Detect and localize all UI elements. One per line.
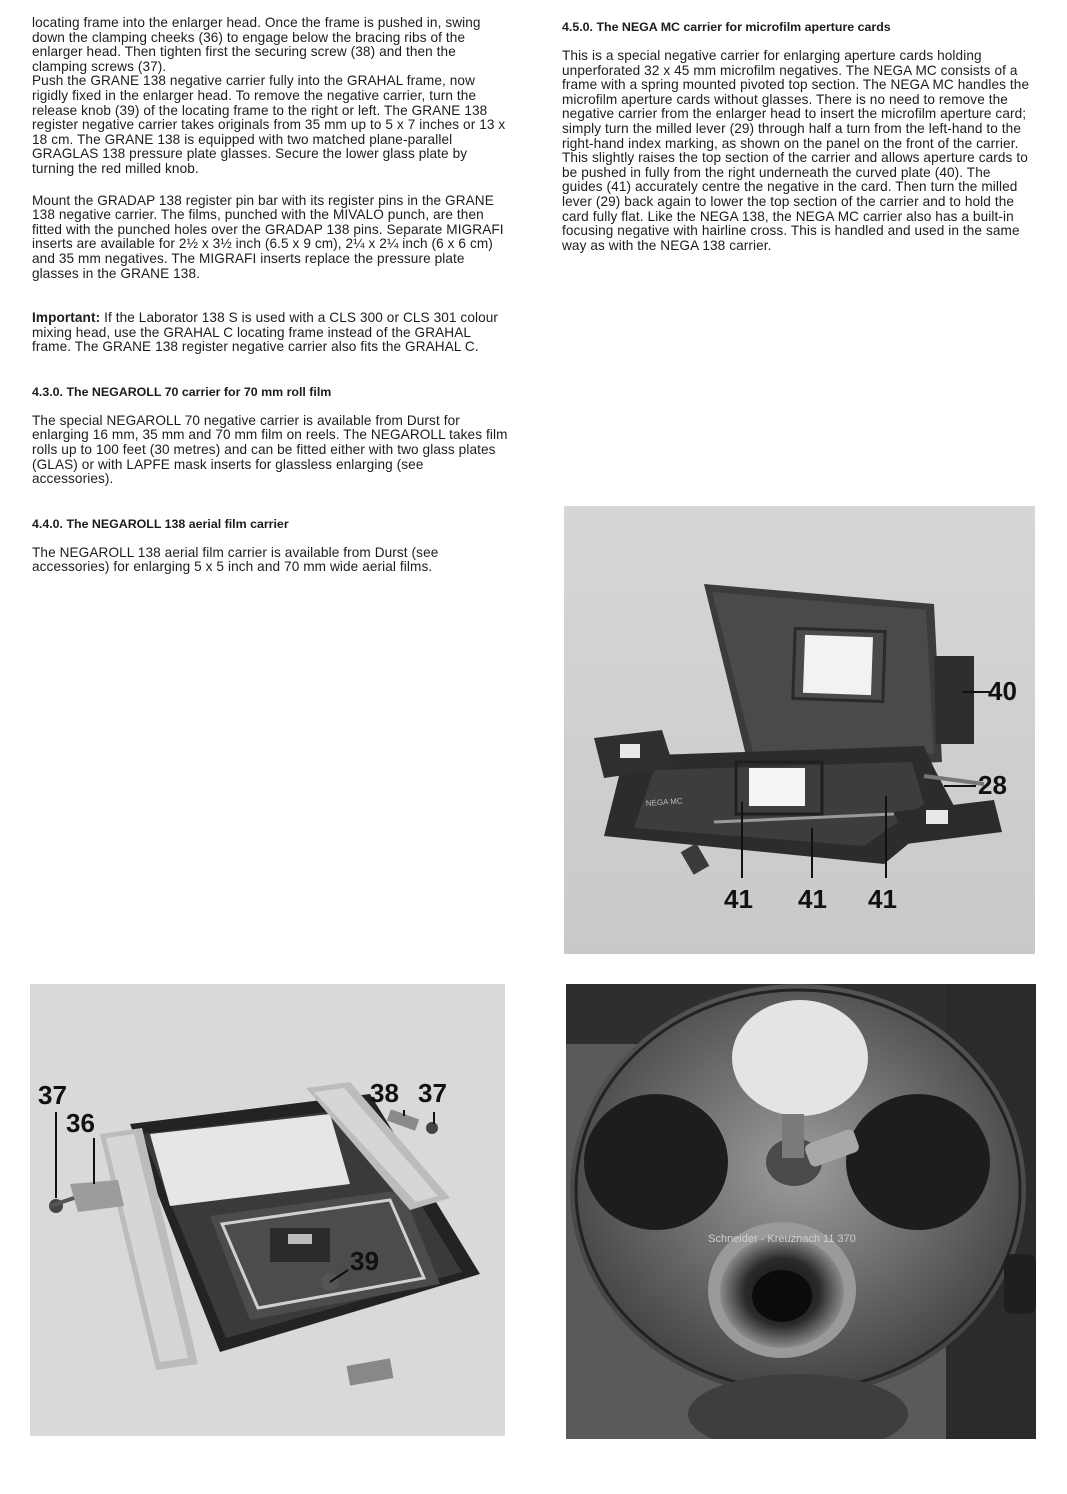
- left-text-column: [32, 16, 508, 592]
- callout-28: 28: [978, 770, 1007, 800]
- paragraph-nega-mc: This is a special negative carrier for enlarging aperture cards holding unperforated 32 x 45 mm microfilm negatives. The NEGA MC consists of a frame with a spring mounted pivoted top section. The NEGA MC handles the microfilm aperture cards without glasses. There is no need to remove the negative carrier from the enlarger head to insert the microfilm aperture card; simply turn the milled lever (29) through half a turn from the left-hand to the right-hand index marking, as shown on the panel on the front of the carrier. This slightly raises the top section of the carrier and allows aperture cards to be pushed in fully from the right underneath the curved plate (40). The guides (41) accurately centre the negative in the card. Then turn the milled lever (29) back again to lower the top section of the carrier and to hold the card fully flat. Like the NEGA 138, the NEGA MC carrier also has a built-in focusing negative with hairline cross. This is handled and used in the same way as with the NEGA 138 carrier.: [562, 48, 1030, 253]
- filter-turret-illustration: [566, 984, 1036, 1439]
- grahal-frame-illustration: [30, 984, 505, 1436]
- paragraph-important: [32, 311, 508, 355]
- grahal-frame-photo: [30, 984, 505, 1436]
- callout-41-left: 41: [724, 884, 753, 914]
- lens-engraving: Schneider - Kreuznach 11 370: [708, 1233, 856, 1245]
- callout-41-right: 41: [868, 884, 897, 914]
- callout-38: 38: [370, 1078, 399, 1108]
- nega-mc-carrier-photo: [564, 506, 1035, 954]
- right-text-column: [562, 20, 1032, 270]
- paragraph-grane-138: Push the GRANE 138 negative carrier fully into the GRAHAL frame, now rigidly fixed in the enlarger head. To remove the negative carrier, turn the release knob (39) of the locating frame to the right or left. The GRANE 138 register negative carrier takes originals from 35 mm up to 5 x 7 inches or 13 x 18 cm. The GRANE 138 is equipped with two matched plane-parallel GRAGLAS 138 pressure plate glasses. Secure the lower glass plate by turning the red milled knob.: [32, 73, 506, 176]
- paragraph-negaroll-70: The special NEGAROLL 70 negative carrier is available from Durst for enlarging 16 mm, 35 mm and 70 mm film on reels. The NEGAROLL takes film rolls up to 100 feet (30 metres) and can be fitted either with two glass plates (GLAS) or with LAPFE mask inserts for glassless enlarging (see accessories).: [32, 412, 508, 487]
- callout-40: 40: [988, 676, 1017, 706]
- callout-39: 39: [350, 1246, 379, 1276]
- callout-37-right: 37: [418, 1078, 447, 1108]
- nega-mc-panel-label: NEGA MC: [645, 796, 683, 808]
- paragraph-gradap-138: Mount the GRADAP 138 register pin bar with its register pins in the GRANE 138 negative carrier. The films, punched with the MIVALO punch, are then fitted with the punched holes over the GRADAP 138 pins. Separate MIGRAFI inserts are available for 2½ x 3½ inch (6.5 x 9 cm), 2¼ x 2¼ inch (6 x 6 cm) and 35 mm negatives. The MIGRAFI inserts replace the pressure plate glasses in the GRANE 138.: [32, 192, 504, 281]
- heading-4-4-0: 4.4.0. The NEGAROLL 138 aerial film carrier: [32, 516, 289, 531]
- paragraph-locating-frame: locating frame into the enlarger head. Once the frame is pushed in, swing down the clamping cheeks (36) to engage below the bracing ribs of the enlarger head. Then tighten first the securing screw (38) and then the clamping screws (37).: [32, 15, 481, 74]
- heading-4-5-0: 4.5.0. The NEGA MC carrier for microfilm aperture cards: [562, 20, 891, 34]
- important-label: Important:: [32, 310, 101, 326]
- important-text: If the Laborator 138 S is used with a CLS 300 or CLS 301 colour mixing head, use the GRAHAL C locating frame instead of the GRAHAL frame. The GRANE 138 register negative carrier also fits the GRAHAL C.: [32, 310, 499, 355]
- callout-37-left: 37: [38, 1080, 67, 1110]
- callout-36: 36: [66, 1108, 95, 1138]
- paragraph-negaroll-138: The NEGAROLL 138 aerial film carrier is available from Durst (see accessories) for enlarging 5 x 5 inch and 70 mm wide aerial films.: [32, 544, 439, 575]
- filter-turret-photo: [566, 984, 1036, 1439]
- heading-4-3-0: 4.3.0. The NEGAROLL 70 carrier for 70 mm roll film: [32, 384, 332, 399]
- callout-41-middle: 41: [798, 884, 827, 914]
